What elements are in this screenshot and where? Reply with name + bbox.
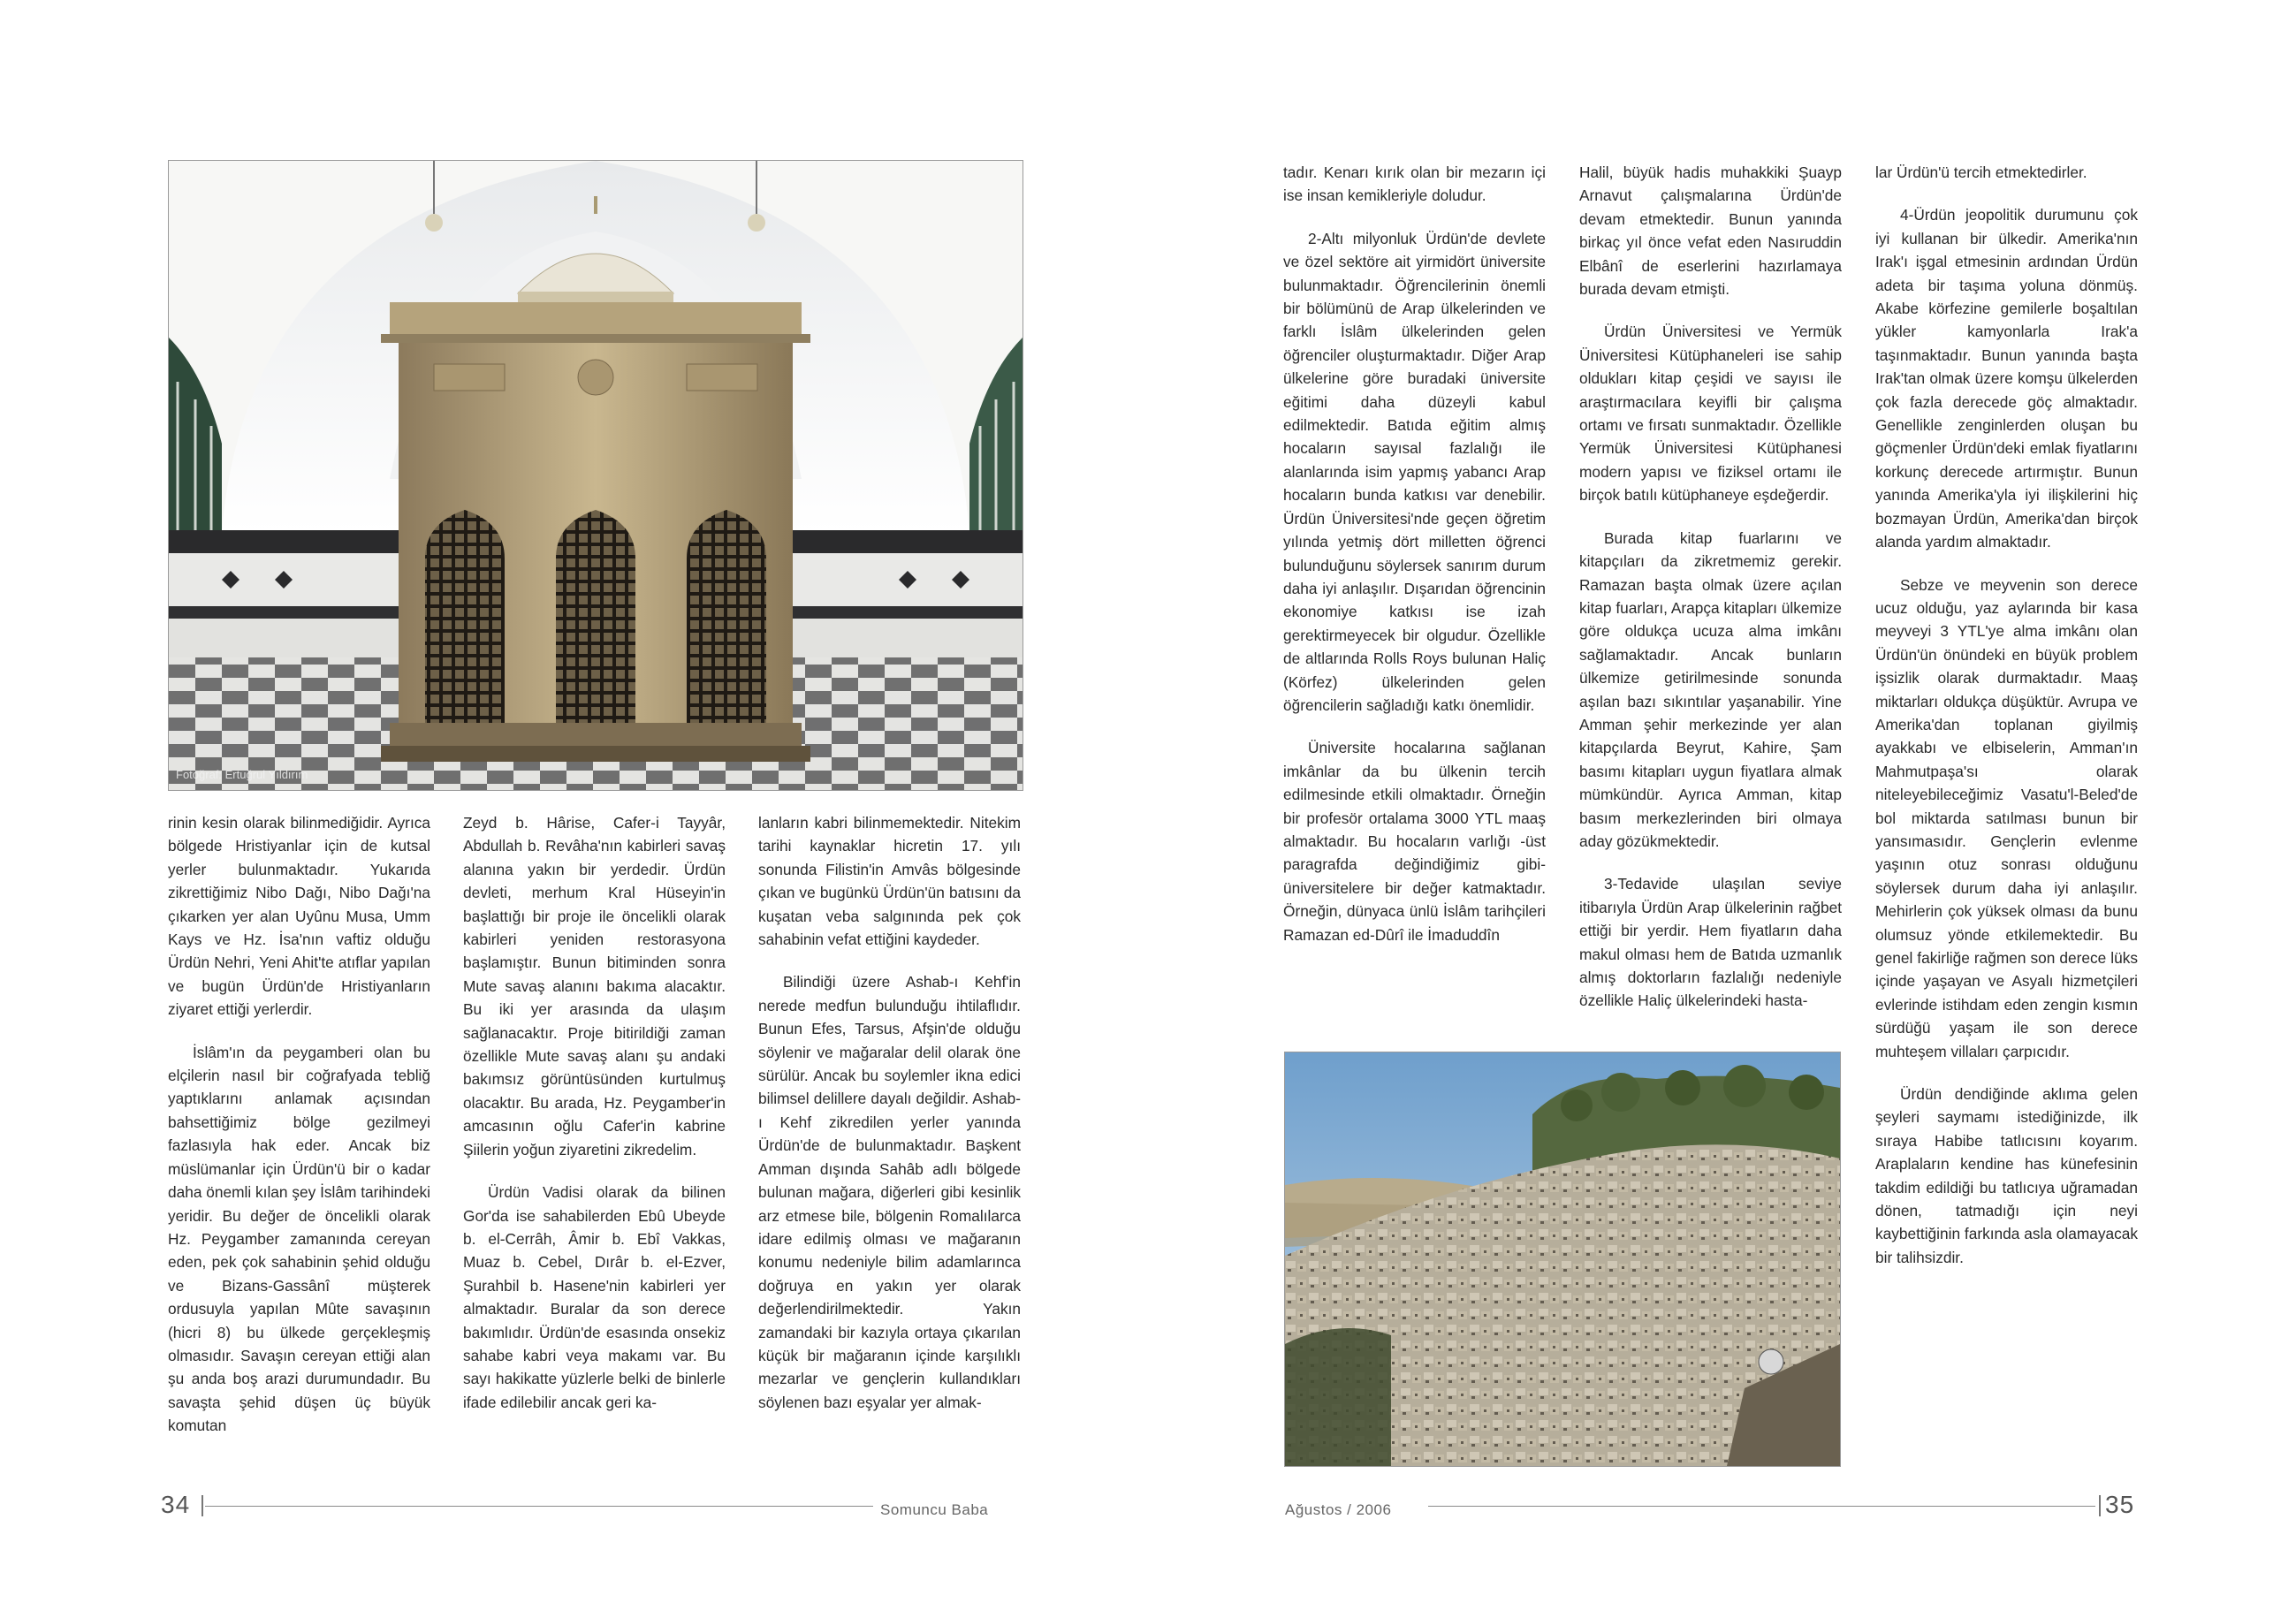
- right-column-2: [1579, 161, 1842, 1013]
- left-column-2: [463, 811, 726, 1414]
- right-column-3: [1875, 161, 2138, 1269]
- paragraph: Ürdün Vadisi olarak da bilinen Gor'da ise sahabilerden Ebû Ubeyde b. el-Cerrâh, Âmir b. Ebî Vakkas, Muaz b. Cebel, Dırâr b. el-Ezver, Şurahbil b. Hasene'nin kabirleri yer almaktadır. Buralar da son derece bakımlıdır. Ürdün'de esasında onsekiz sahabe kabri veya makamı var. Bu sayı hakikatte yüzlerle belki de binlerle ifade edilebilir ancak geri ka-: [463, 1183, 726, 1411]
- shrine-illustration: [169, 161, 1023, 790]
- shrine-interior-photo: [168, 160, 1023, 791]
- paragraph: 2-Altı milyonluk Ürdün'de devlete ve özel sektöre ait yirmidört üniversite bulunmaktadır. Öğrencilerinin önemli bir bölümünü de Arap ülkelerinden ve farklı İslâm ülkelerinden gelen öğrenciler oluşturmaktadır. Diğer Arap ülkelerine göre buradaki üniversite eğitimi daha düzeyli kabul edilmektedir. Batıda eğitim almış hocaların sayısal fazlalığı ile alanlarında isim yapmış yabancı Arap hocaların bunda katkısı var denebilir. Ürdün Üniversitesi'nde geçen öğretim yılında yetmiş dört milletten öğrenci bulunduğunu söylersek sanırım durum daha iyi anlaşılır. Dışarıdan öğrencinin ekonomiye katkısı ise izah gerektirmeyecek bir olgudur. Özellikle de altlarında Rolls Roys bulunan Haliç (Körfez) ülkelerinden gelen öğrencilerin sağladığı katkı önemlidir.: [1283, 229, 1546, 714]
- footer-rule: [1428, 1506, 2095, 1507]
- page-number: 34: [161, 1491, 191, 1518]
- paragraph: Sebze ve meyvenin son derece ucuz olduğu, yaz aylarında bir kasa meyveyi 3 YTL'ye alma imkânı olan Ürdün'ün önündeki en büyük problem işsizlik olarak durmaktadır. Maaş miktarları oldukça düşüktür. Avrupa ve Amerika'dan toplanan giyilmiş ayakkabı ve elbiselerin, Amman'ın Mahmutpaşa'sı olarak niteleyebileceğimiz Vasatu'l-Beled'de bol miktarda satılması bunun bir yansımasıdır. Gençlerin evlenme yaşının otuz sonrası olduğunu söylersek durum daha iyi anlaşılır. Mehirlerin çok yüksek olması da bunu olumsuz yönde etkilemektedir. Bu genel fakirliğe rağmen son derece lüks içinde yaşayan ve Asyalı hizmetçileri evlerinde istihdam eden zengin kısmın sürdüğü yaşam ile son derece muhteşem villaları çarpıcıdır.: [1875, 575, 2138, 1060]
- right-page: [1148, 0, 2296, 1618]
- paragraph: İslâm'ın da peygamberi olan bu elçilerin nasıl bir coğrafyada tebliğ yaptıklarını anlamak açısından bahsettiğimiz bölge gezilmeyi fazlasıyla hak eder. Ancak biz müslümanlar için Ürdün'ü bir o kadar daha önemli kılan şey İslâm tarihindeki yeridir. Bu değer de öncelikli olarak Hz. Peygamber zamanında cereyan eden, pek çok sahabinin şehid olduğu ve Bizans-Gassânî müşterek ordusuyla yapılan Mûte savaşının (hicri 8) bu ülkede gerçekleşmiş olmasıdır. Savaşın cereyan ettiği alan şu anda boş arazi durumundadır. Bu savaşta şehid düşen üç büyük komutan: [168, 1043, 430, 1435]
- paragraph: lanların kabri bilinmemektedir. Nitekim tarihi kaynaklar hicretin 17. yılı sonunda Filistin'in Amvâs bölgesinde çıkan ve bugünkü Ürdün'ün batısını da kuşatan veba salgınında pek çok sahabinin vefat ettiğini kaydeder.: [758, 814, 1021, 949]
- paragraph: Üniversite hocalarına sağlanan imkânlar da bu ülkenin tercih edilmesinde etkili olmaktadır. Örneğin bir profesör ortalama 3000 YTL maaş almaktadır. Bu hocaların varlığı -üst paragrafda değindiğimiz gibi- üniversitelere bir değer katmaktadır. Örneğin, dünyaca ünlü İslâm tarihçileri Ramazan ed-Dûrî ile İmaduddîn: [1283, 739, 1546, 944]
- photo-credit: Fotoğraf: Ertuğrul Yıldırım: [176, 768, 308, 781]
- left-column-3: [758, 811, 1021, 1414]
- footer-divider: [201, 1495, 203, 1516]
- left-column-1: [168, 811, 430, 1438]
- paragraph: lar Ürdün'ü tercih etmektedirler.: [1875, 163, 2087, 181]
- footer-rule: [205, 1506, 873, 1507]
- paragraph: Zeyd b. Hârise, Cafer-i Tayyâr, Abdullah b. Revâha'nın kabirleri savaş alanına yakın bir yerdedir. Ürdün devleti, merhum Kral Hüseyin'in başlattığı bir proje ile öncelikli olarak kabirleri yeniden restorasyona başlamıştır. Bunun bitiminden sonra Mute savaş alanını bakıma alacaktır. Bu iki yer arasında da ulaşım sağlanacaktır. Proje bitirildiği zaman özellikle Mute savaş alanı şu andaki bakımsız görüntüsünden kurtulmuş olacaktır. Bu arada, Hz. Peygamber'in amcasının oğlu Cafer'in kabrine Şiilerin yoğun ziyaretini zikredelim.: [463, 814, 726, 1158]
- paragraph: rinin kesin olarak bilinmediğidir. Ayrıca bölgede Hristiyanlar için de kutsal yerler bulunmaktadır. Yukarıda zikrettiğimiz Nibo Dağı, Nibo Dağı'na çıkarken yer alan Uyûnu Musa, Umm Kays ve Hz. İsa'nın vaftiz olduğu Ürdün Nehri, Yeni Ahit'te atıflar yapılan ve bugün Ürdün'de Hristiyanların ziyaret ettiği yerlerdir.: [168, 814, 430, 1019]
- paragraph: tadır. Kenarı kırık olan bir mezarın içi ise insan kemikleriyle doludur.: [1283, 163, 1546, 205]
- paragraph: Bilindiği üzere Ashab-ı Kehf'in nerede medfun bulunduğu ihtilaflıdır. Bunun Efes, Tarsus, Afşin'de olduğu söylenir ve mağaralar delil olarak öne sürülür. Ancak bu soylemler ikna edici bilimsel delillere dayalı değildir. Ashab-ı Kehf zikredilen yerler yanında Ürdün'de de bulunmaktadır. Başkent Amman dışında Sahâb adlı bölgede bulunan mağara, diğerleri gibi kesinlik arz etmese bile, bölgenin Romalılarca idare edilmiş olması ve mağaranın konumu nedeniyle bilim adamlarınca doğruya en yakın yer olarak değerlendirilmektedir. Yakın zamandaki bir kazıyla ortaya çıkarılan küçük bir mağaranın içinde karşılıklı mezarlar ve gençlerin kullandıkları söylenen bazı eşyalar yer almak-: [758, 973, 1021, 1411]
- footer-divider: [2099, 1495, 2101, 1516]
- paragraph: Halil, büyük hadis muhakkiki Şuayp Arnavut çalışmalarına Ürdün'de devam etmektedir. Bunun yanında birkaç yıl önce vefat eden Nasıruddin Elbânî de eserlerini hazırlamaya burada devam etmişti.: [1579, 163, 1842, 299]
- running-title: Somuncu Baba: [880, 1501, 989, 1518]
- paragraph: 4-Ürdün jeopolitik durumunu çok iyi kullanan bir ülkedir. Amerika'nın Irak'ı işgal etmesinin ardından Ürdün adeta bir taşıma yoluna dönmüş. Akabe körfezine gemilerle boşaltılan yükler kamyonlarla Irak'a taşınmaktadır. Bunun yanında başta Irak'tan olmak üzere komşu ülkelerden çok fazla derecede göç almaktadır. Genellikle zenginlerden oluşan bu göçmenler Ürdün'deki emlak fiyatlarını korkunç derecede artırmıştır. Bunun yanında Amerika'yla iyi ilişkilerini hiç bozmayan Ürdün, Amerika'dan birçok alanda yardım almaktadır.: [1875, 206, 2138, 551]
- page-number: 35: [2105, 1491, 2135, 1518]
- paragraph: Ürdün Üniversitesi ve Yermük Üniversitesi Kütüphaneleri ise sahip oldukları kitap çeşidi ve sayısı ile araştırmacılara keyifli bir çalışma ortamı ve fırsatı sunmaktadır. Özellikle Yermük Üniversitesi Kütüphanesi modern yapısı ve fiziksel ortamı ile birçok batılı kütüphaneye eşdeğerdir.: [1579, 323, 1842, 505]
- running-title: Ağustos / 2006: [1285, 1501, 1392, 1518]
- amman-cityscape-photo: [1284, 1052, 1841, 1467]
- paragraph: 3-Tedavide ulaşılan seviye itibarıyla Ürdün Arap ülkelerinin rağbet ettiği bir yerdir. Hem fiyatların daha makul olması hem de Batıda uzmanlık almış doktorların fazlalığı nedeniyle özellikle Haliç ülkelerindeki hasta-: [1579, 875, 1842, 1010]
- cityscape-illustration: [1285, 1052, 1840, 1466]
- paragraph: Ürdün dendiğinde aklıma gelen şeyleri saymamı istediğinizde, ilk sıraya Habibe tatlıcısını koyarım. Araplaların kendine has künefesinin takdim edildiği bu tatlıcıya uğramadan dönen, tatmadığı için neyi kaybettiğinin farkında asla olamayacak bir talihsizdir.: [1875, 1085, 2138, 1266]
- right-column-1: [1283, 161, 1546, 946]
- paragraph: Burada kitap fuarlarını ve kitapçıları da zikretmemiz gerekir. Ramazan başta olmak üzere açılan kitap fuarları, Arapça kitapları ülkemize göre oldukça ucuza alma imkânı sağlamaktadır. Ancak bunların ülkemize getirilmesinde sonunda aşılan bazı sıkıntılar yaşanabilir. Yine Amman şehir merkezinde yer alan kitapçılarda Beyrut, Kahire, Şam basımı kitapları uygun fiyatlara almak mümkündür. Ayrıca Amman, kitap basım merkezlerinden biri olmaya aday gözükmektedir.: [1579, 528, 1842, 850]
